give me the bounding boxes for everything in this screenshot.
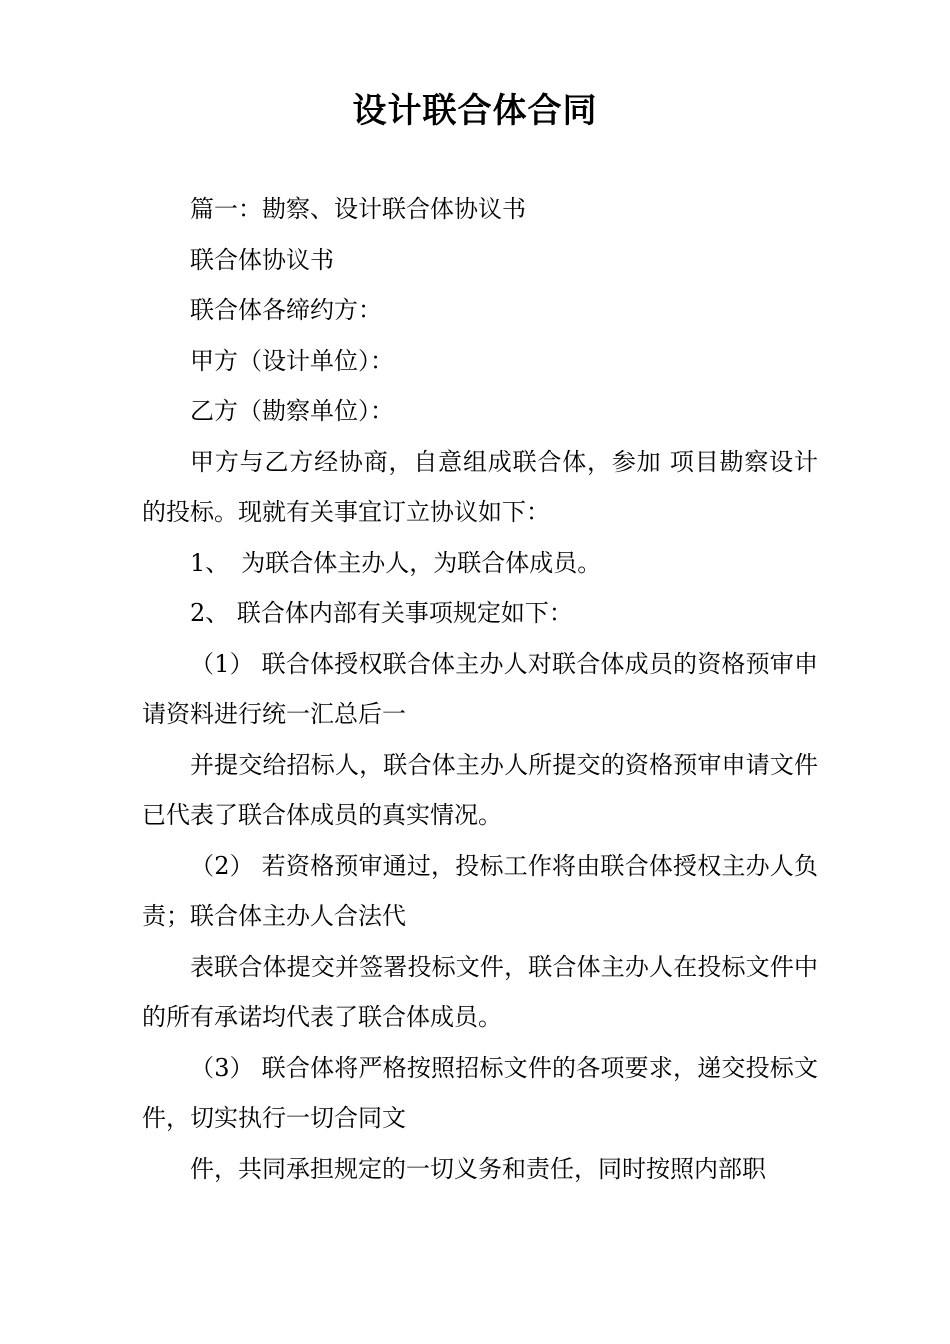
paragraph-party-b: 乙方（勘察单位）： (190, 397, 394, 425)
paragraph-clause-2: 2、 联合体内部有关事项规定如下： (190, 599, 573, 627)
paragraph-heading-part-one: 篇一：勘察、设计联合体协议书 (190, 195, 526, 223)
paragraph-clause-2-2: （2） 若资格预审通过，投标工作将由联合体授权主办人负责；联合体主办人合法代 (142, 851, 818, 930)
paragraph-clause-2-3: （3） 联合体将严格按照招标文件的各项要求，递交投标文件，切实执行一切合同文 (142, 1053, 818, 1132)
paragraph-preamble: 甲方与乙方经协商，自意组成联合体，参加 项目勘察设计的投标。现就有关事宜订立协议如下： (142, 447, 818, 526)
paragraph-parties-intro: 联合体各缔约方： (190, 296, 382, 324)
paragraph-clause-2-1: （1） 联合体授权联合体主办人对联合体成员的资格预审申请资料进行统一汇总后一 (142, 649, 818, 728)
document-title: 设计联合体合同 (352, 91, 598, 131)
paragraph-clause-2-3-cont: 件，共同承担规定的一切义务和责任，同时按照内部职 (190, 1154, 766, 1183)
paragraph-clause-2-2-cont: 表联合体提交并签署投标文件，联合体主办人在投标文件中的所有承诺均代表了联合体成员。 (142, 952, 818, 1031)
document-body (142, 184, 818, 1194)
paragraph-party-a: 甲方（设计单位）： (190, 346, 394, 375)
paragraph-agreement-title: 联合体协议书 (190, 245, 334, 274)
paragraph-clause-1: 1、 为联合体主办人，为联合体成员。 (190, 548, 602, 577)
paragraph-clause-2-1-cont: 并提交给招标人，联合体主办人所提交的资格预审申请文件已代表了联合体成员的真实情况。 (142, 750, 818, 829)
